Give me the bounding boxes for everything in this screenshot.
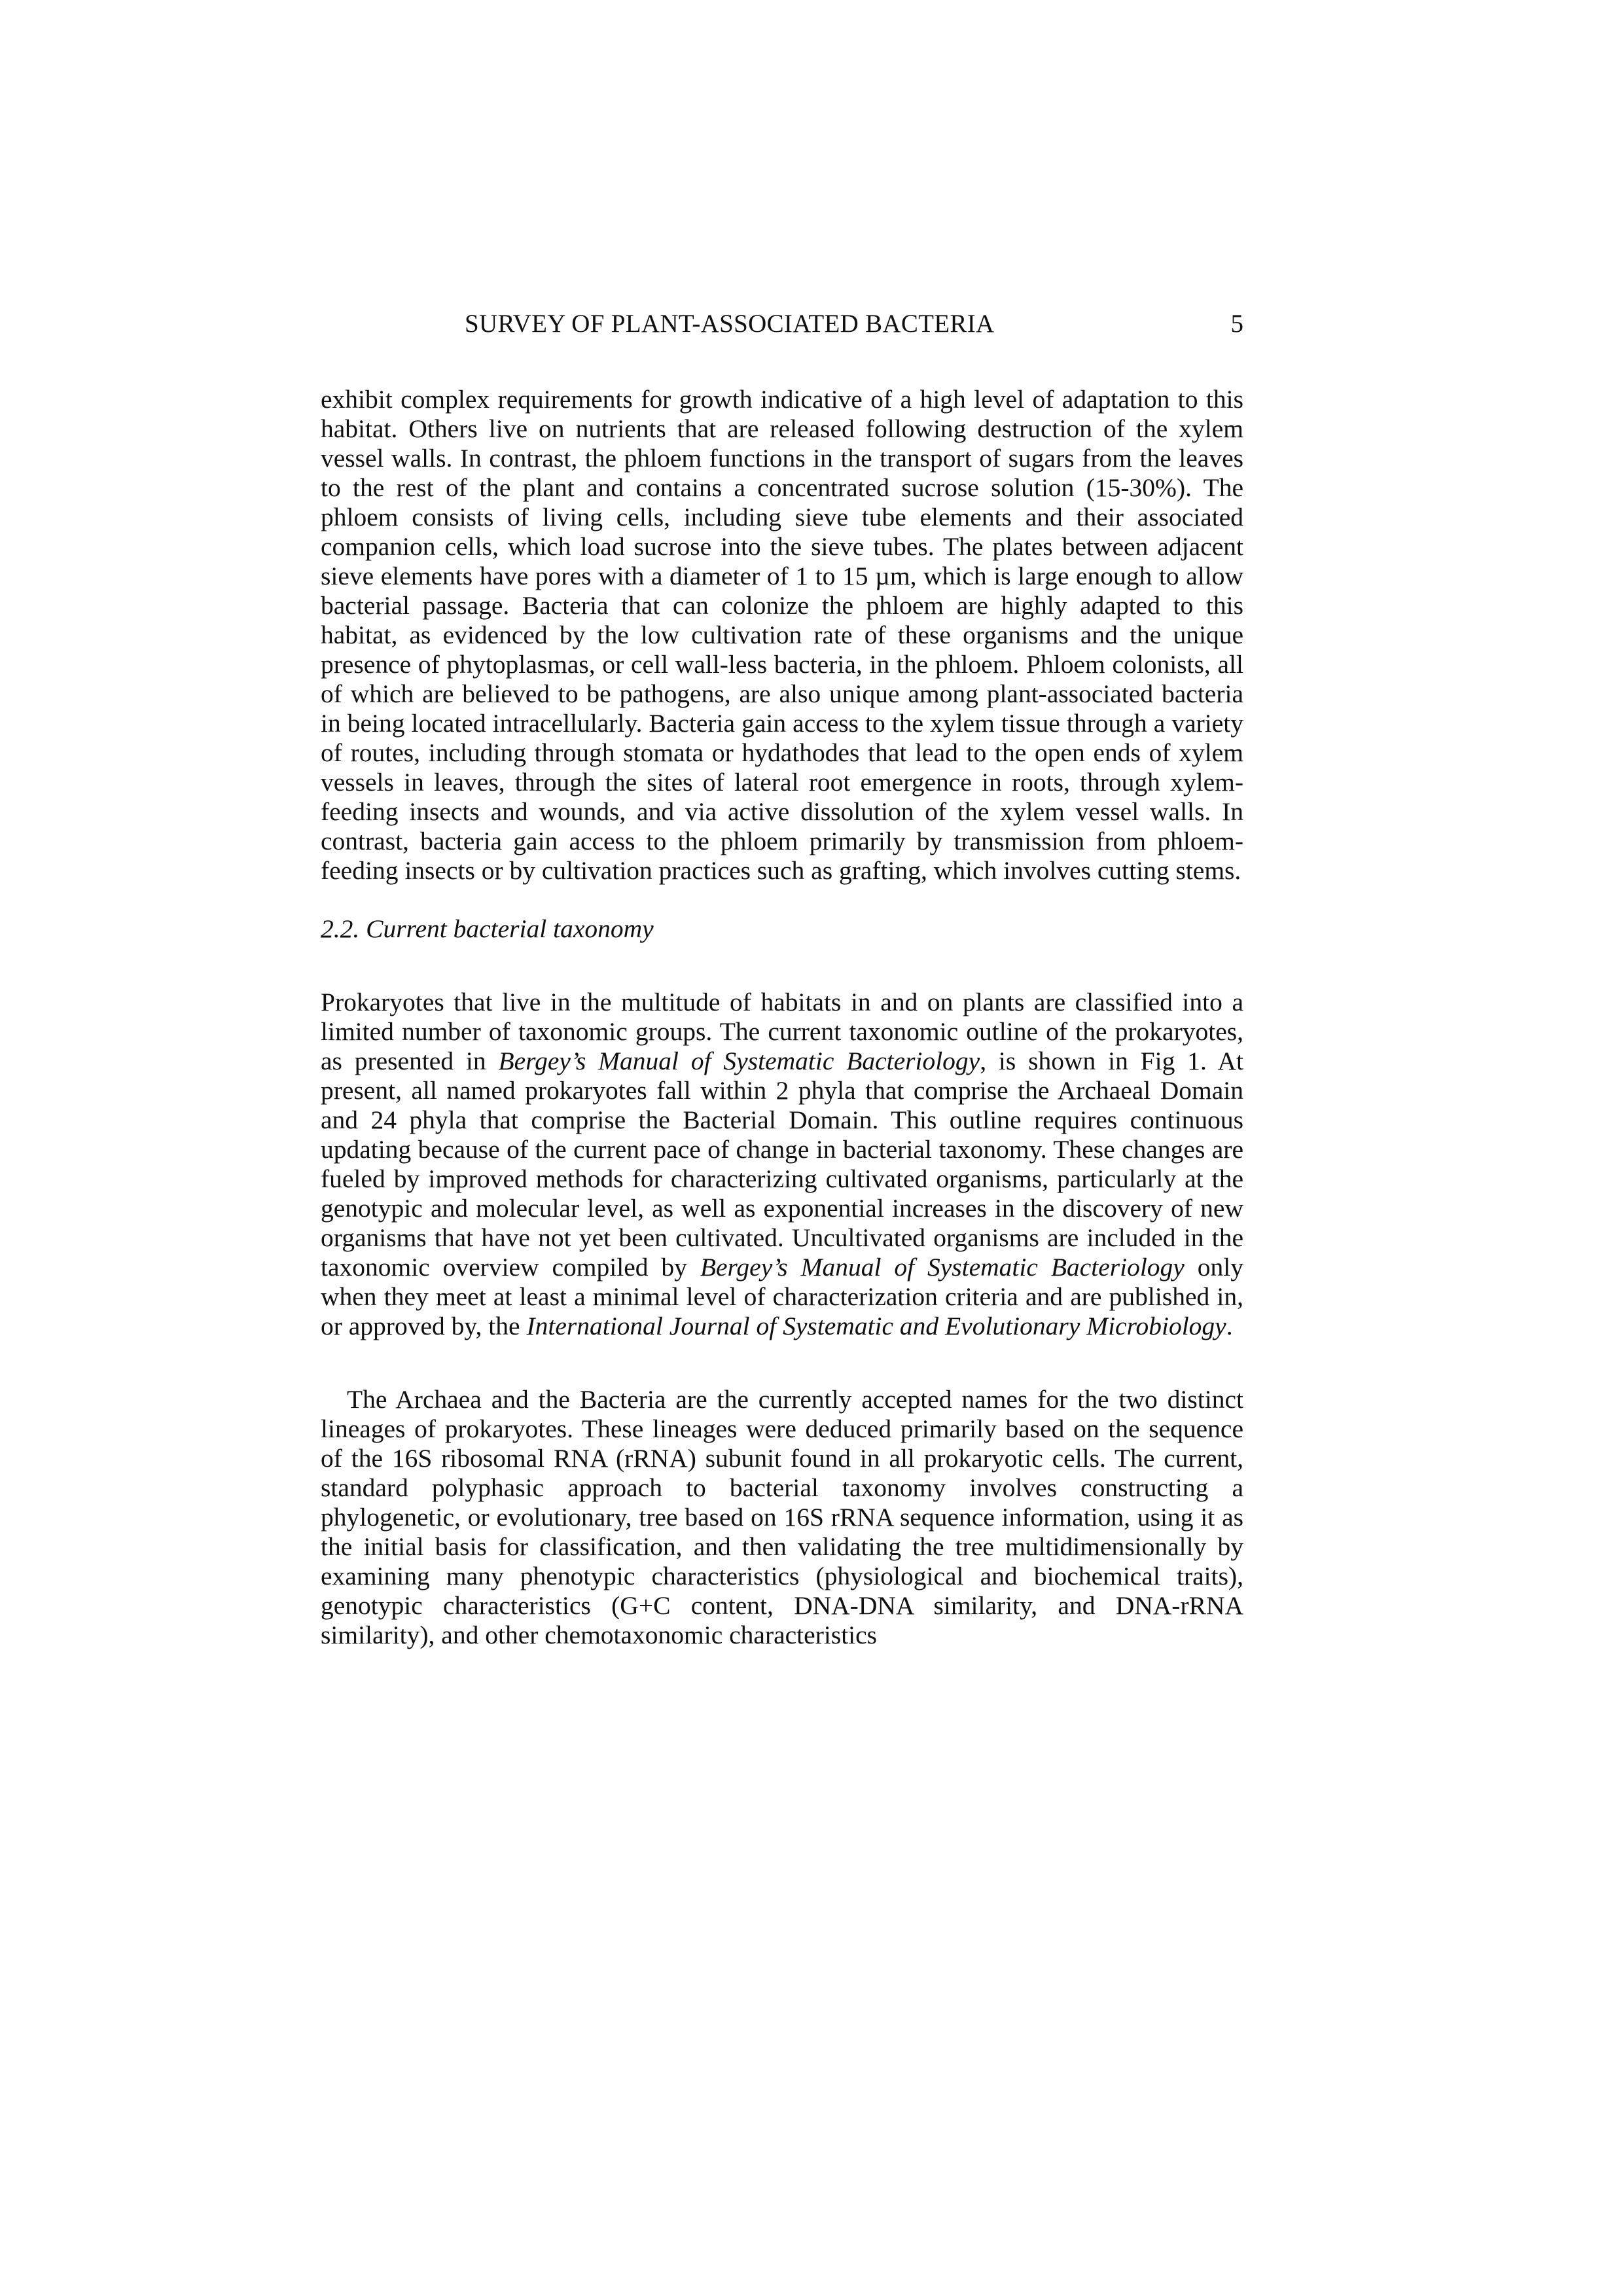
book-title: Bergey’s Manual of Systematic Bacteriology bbox=[498, 1047, 980, 1075]
paragraph-text: only when they meet at least a minimal level of characterization criteria and are published in, or approved by, the bbox=[321, 1253, 1243, 1340]
body-text bbox=[321, 385, 1243, 1650]
paragraph-archaea-bacteria: The Archaea and the Bacteria are the currently accepted names for the two distinct lineages of prokaryotes. These lineages were deduced primarily based on the sequence of the 16S ribosomal RNA (rRNA) subunit found in all prokaryotic cells. The current, standard polyphasic approach to bacterial taxonomy involves constructing a phylogenetic, or evolutionary, tree based on 16S rRNA sequence information, using it as the initial basis for classification, and then validating the tree multidimensionally by examining many phenotypic characteristics (physiological and biochemical traits), genotypic characteristics (G+C content, DNA-DNA similarity, and DNA-rRNA similarity), and other chemotaxonomic characteristics bbox=[321, 1385, 1243, 1649]
paragraph-taxonomy-outline bbox=[321, 988, 1243, 1341]
page-number: 5 bbox=[1230, 310, 1243, 338]
paragraph-xylem-phloem: exhibit complex requirements for growth indicative of a high level of adaptation to this habitat. Others live on nutrients that are released following destruction of the xylem vessel walls. In contrast, the phloem functions in the transport of sugars from the leaves to the rest of the plant and contains a concentrated sucrose solution (15-30%). The phloem consists of living cells, including sieve tube elements and their associated companion cells, which load sucrose into the sieve tubes. The plates between adjacent sieve elements have pores with a diameter of 1 to 15 µm, which is large enough to allow bacterial passage. Bacteria that can colonize the phloem are highly adapted to this habitat, as evidenced by the low cultivation rate of these organisms and the unique presence of phytoplasmas, or cell wall-less bacteria, in the phloem. Phloem colonists, all of which are believed to be pathogens, are also unique among plant-associated bacteria in being located intracellularly. Bacteria gain access to the xylem tissue through a variety of routes, including through stomata or hydathodes that lead to the open ends of xylem vessels in leaves, through the sites of lateral root emergence in roots, through xylem-feeding insects and wounds, and via active dissolution of the xylem vessel walls. In contrast, bacteria gain access to the phloem primarily by transmission from phloem-feeding insects or by cultivation practices such as grafting, which involves cutting stems. bbox=[321, 385, 1243, 885]
paragraph-text: . bbox=[1226, 1312, 1233, 1340]
running-title: SURVEY OF PLANT-ASSOCIATED BACTERIA bbox=[465, 310, 995, 338]
paragraph-text: , is shown in Fig 1. At present, all named prokaryotes fall within 2 phyla that comprise the Archaeal Domain and 24 phyla that comprise the Bacterial Domain. This outline requires continuous updating because of the current pace of change in bacterial taxonomy. These changes are fueled by improved methods for characterizing cultivated organisms, particularly at the genotypic and molecular level, as well as exponential increases in the discovery of new organisms that have not yet been cultivated. Uncultivated organisms are included in the taxonomic overview compiled by bbox=[321, 1047, 1243, 1282]
book-title: Bergey’s Manual of Systematic Bacteriology bbox=[700, 1253, 1185, 1282]
paragraph-text: Prokaryotes that live in the multitude of habitats in and on plants are classified into a limited number of taxonomic groups. The current taxonomic outline of the prokaryotes, as presented in bbox=[321, 988, 1243, 1075]
running-header bbox=[321, 304, 1243, 344]
journal-title: International Journal of Systematic and Evolutionary Microbiology bbox=[526, 1312, 1226, 1340]
section-heading: 2.2. Current bacterial taxonomy bbox=[321, 914, 654, 943]
